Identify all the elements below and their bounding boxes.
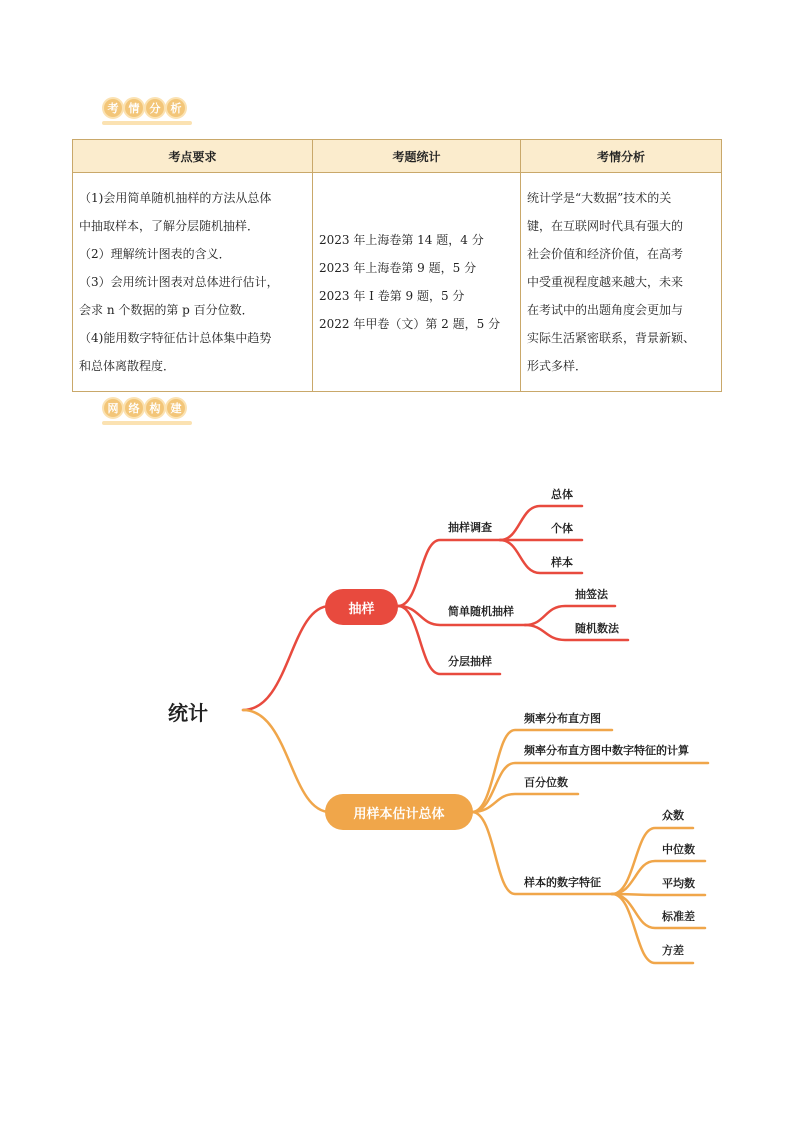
connector — [398, 540, 500, 606]
text-line: 2023 年上海卷第 14 题，4 分 — [319, 233, 484, 247]
badge-char: 析 — [167, 99, 185, 117]
node-stratified: 分层抽样 — [448, 655, 492, 668]
connector — [472, 763, 708, 812]
node-std-dev: 标准差 — [662, 910, 695, 923]
text-line: 2022 年甲卷（文）第 2 题，5 分 — [319, 317, 501, 331]
node-srs: 简单随机抽样 — [448, 605, 514, 618]
text-line: 实际生活紧密联系，背景新颖、 — [527, 331, 696, 345]
node-mean: 平均数 — [662, 877, 695, 890]
node-histogram-features: 频率分布直方图中数字特征的计算 — [524, 744, 689, 757]
badge-char: 建 — [167, 399, 185, 417]
node-random-number: 随机数法 — [575, 622, 619, 635]
badge-char: 分 — [146, 99, 164, 117]
text-line: 统计学是“大数据”技术的关 — [527, 191, 672, 205]
node-percentile: 百分位数 — [524, 776, 568, 789]
connector — [612, 894, 705, 895]
header-statistics: 考题统计 — [313, 140, 521, 173]
branch-estimation: 用样本估计总体 — [325, 794, 473, 830]
header-requirements: 考点要求 — [73, 140, 313, 173]
badge-char: 络 — [125, 399, 143, 417]
node-lottery: 抽签法 — [575, 588, 608, 601]
node-histogram: 频率分布直方图 — [524, 712, 601, 725]
header-analysis: 考情分析 — [521, 140, 722, 173]
badge-char: 情 — [125, 99, 143, 117]
text-line: 和总体离散程度． — [79, 359, 176, 373]
text-line: 中抽取样本，了解分层随机抽样． — [79, 219, 260, 233]
branch-sampling: 抽样 — [325, 589, 398, 625]
node-population: 总体 — [551, 488, 573, 501]
text-line: 2023 年 I 卷第 9 题，5 分 — [319, 289, 465, 303]
node-variance: 方差 — [662, 944, 684, 957]
node-mode: 众数 — [662, 809, 684, 822]
node-individual: 个体 — [551, 522, 573, 535]
node-survey: 抽样调查 — [448, 521, 492, 534]
text-line: 社会价值和经济价值，在高考 — [527, 247, 684, 261]
text-line: 会求 n 个数据的第 p 百分位数． — [79, 303, 254, 317]
node-median: 中位数 — [662, 843, 695, 856]
text-line: （2）理解统计图表的含义． — [79, 247, 231, 261]
text-line: 中受重视程度越来越大，未来 — [527, 275, 684, 289]
badge-char: 构 — [146, 399, 164, 417]
text-line: （4)能用数字特征估计总体集中趋势 — [79, 331, 272, 345]
text-line: （3）会用统计图表对总体进行估计， — [79, 275, 279, 289]
badge-char: 网 — [104, 399, 122, 417]
node-sample-features: 样本的数字特征 — [524, 876, 601, 889]
connector — [243, 710, 330, 812]
text-line: 2023 年上海卷第 9 题，5 分 — [319, 261, 477, 275]
text-line: 键，在互联网时代具有强大的 — [527, 219, 684, 233]
connector — [243, 606, 330, 710]
text-line: 在考试中的出题角度会更加与 — [527, 303, 684, 317]
text-line: （1)会用简单随机抽样的方法从总体 — [79, 191, 272, 205]
mindmap-root: 统计 — [168, 701, 208, 725]
text-line: 形式多样． — [527, 359, 588, 373]
node-sample: 样本 — [551, 556, 573, 569]
badge-char: 考 — [104, 99, 122, 117]
